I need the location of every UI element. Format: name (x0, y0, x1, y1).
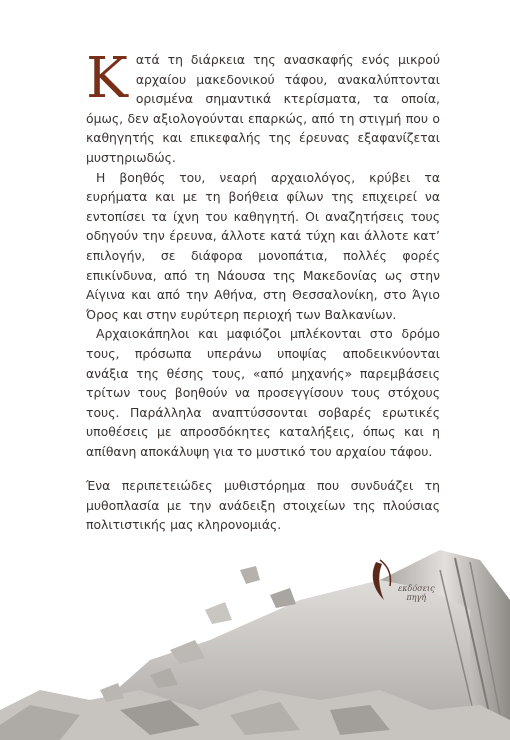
synopsis-text (86, 46, 440, 461)
publisher-line-2: πηγή (406, 593, 427, 602)
synopsis-paragraph-1 (86, 46, 440, 168)
blurb-text: Ένα περιπετειώδες μυθιστόρημα που συνδυάζει τη μυθοπλασία με την ανάδειξη στοιχείων της πλούσιας πολιτιστικής μας κληρονομιάς. (86, 478, 440, 533)
publisher-name (398, 584, 435, 602)
paragraph-1-text: ατά τη διάρκεια της ανασκαφής ενός μικρού αρχαίου μακεδονικού τάφου, ανακαλύπτονται ορισμένα σημαντικά κτερίσματα, τα οποία, όμως, δεν αξιολογούνται επαρκώς, από τη στιγμή που ο καθηγητής και επικεφαλής της έρευνας εξαφανίζεται μυστηριωδώς. (86, 52, 440, 165)
synopsis-paragraph-2: Η βοηθός του, νεαρή αρχαιολόγος, κρύβει τα ευρήματα και με τη βοήθεια φίλων της επιχειρεί να εντοπίσει τα ίχνη του καθηγητή. Οι αναζητήσεις τους οδηγούν την έρευνα, άλλοτε κατά τύχη και άλλοτε κατ’ επιλογήν, σε διάφορα μονοπάτια, πολλές φορές επικίνδυνα, από τη Νάουσα της Μακεδονίας ως στην Αίγινα και από την Αθήνα, στη Θεσσαλονίκη, στο Άγιο Όρος και στην ευρύτερη περιοχή των Βαλκανίων. (86, 169, 440, 322)
blurb (86, 476, 440, 535)
publisher-line-1: εκδόσεις (398, 584, 435, 593)
drop-cap: Κ (86, 46, 128, 111)
synopsis-paragraph-3: Αρχαιοκάπηλοι και μαφιόζοι μπλέκονται στο δρόμο τους, πρόσωπα υπεράνω υποψίας αποδεικνύονται ανάξια της θέσης τους, «από μηχανής» παρεμβάσεις τρίτων τους βοηθούν να προσεγγίσουν τους στόχους τους. Παράλληλα αναπτύσσονται σοβαρές ερωτικές υποθέσεις με απροσδόκητες καταλήξεις, όπως και η απίθανη αποκάλυψη για το μυστικό του αρχαίου τάφου. (86, 326, 440, 459)
